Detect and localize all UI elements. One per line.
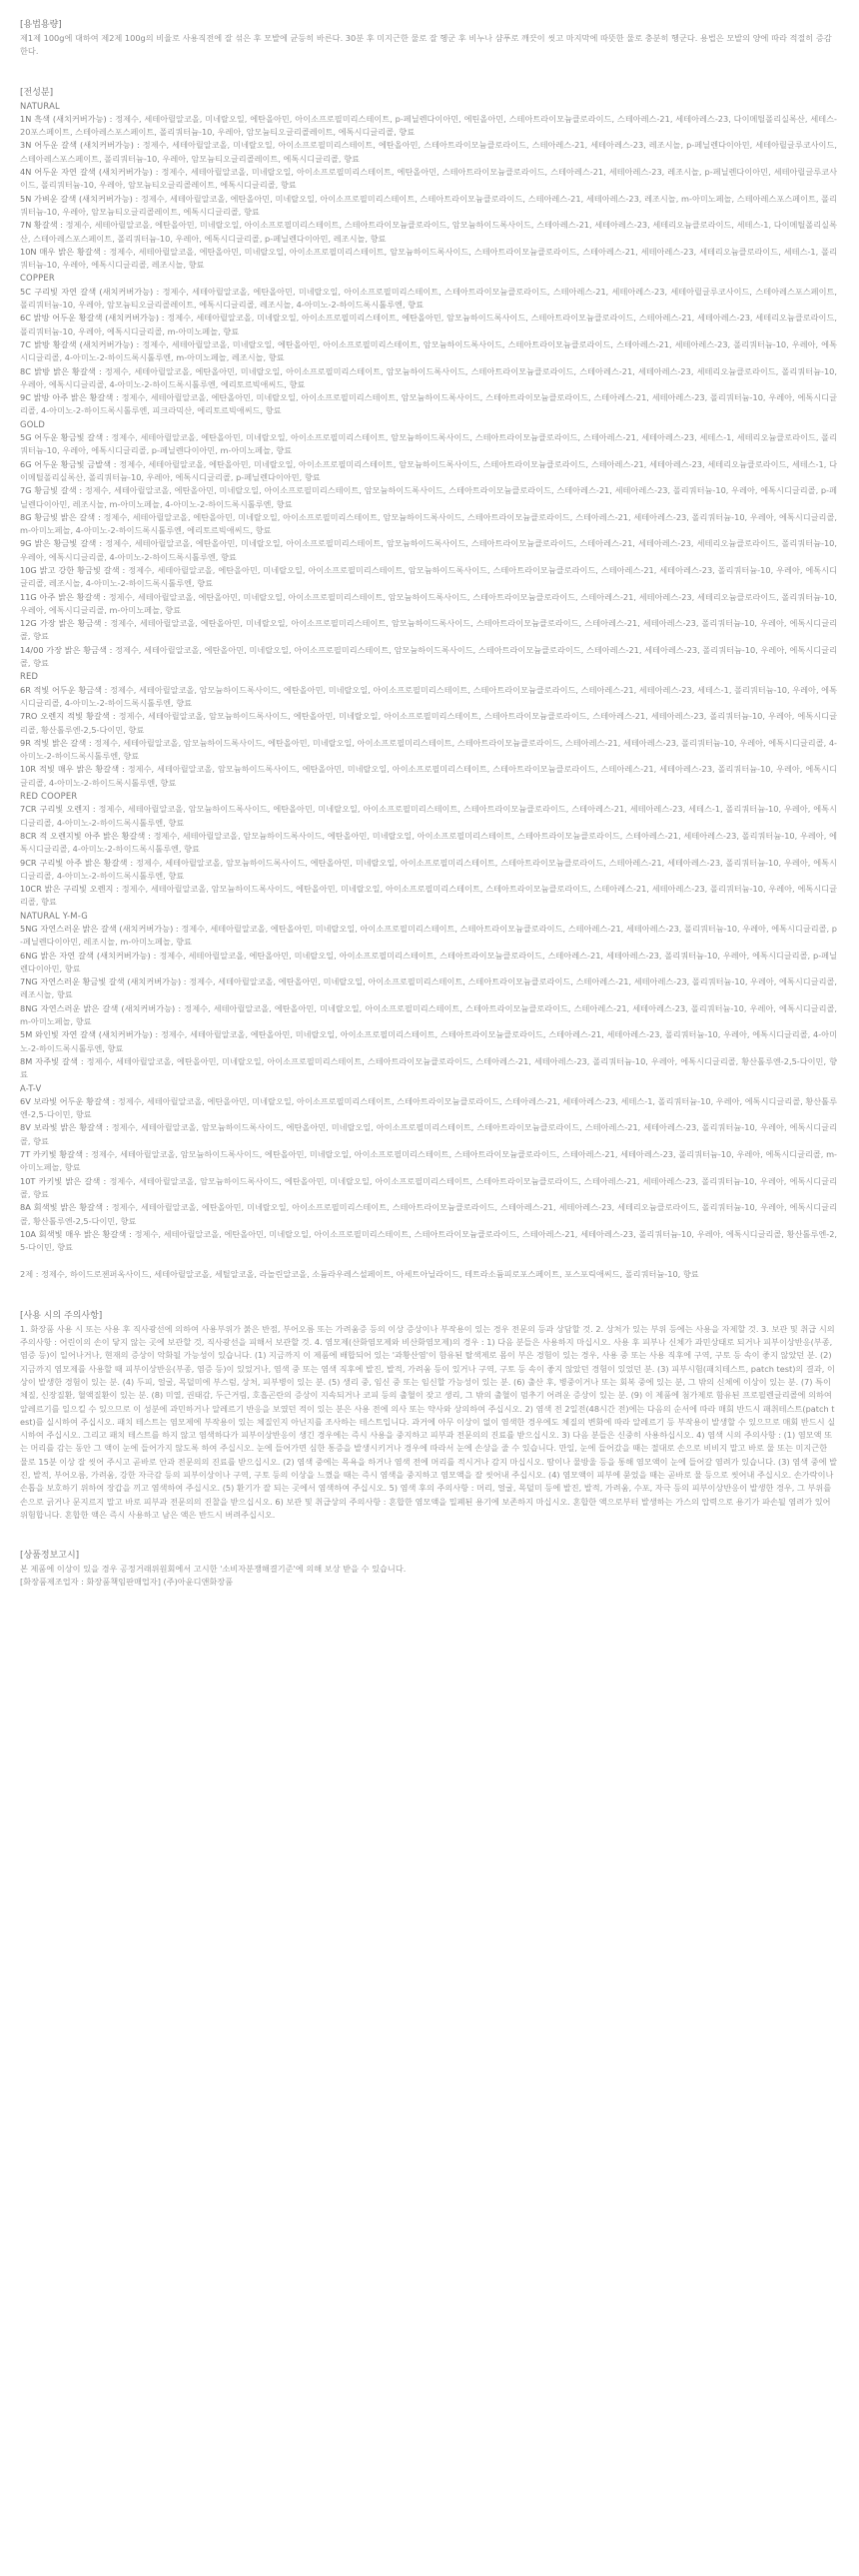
shade-ingredients: 정제수, 세테아릴알코올, 에탄올아민, 미네랄오일, 아이소프로필미리스테이트, 스테아트라이모늄클로라이드, 스테아레스-21, 세테아레스-23, 폴리쿼터늄-10, 우레아, 에톡시디글리콜, p-페닐렌다이아민, 레조시놀, m-아미노페놀, 향료 [20, 924, 838, 948]
shade-name: 8CR 적 오렌지빛 아주 밝은 황갈색 : [20, 830, 151, 841]
shade-ingredients: 정제수, 세테아릴알코올, 에탄올아민, 미네랄오일, 아이소프로필미리스테이트, 스테아트라이모늄클로라이드, 스테아레스-21, 세테아레스-23, 폴리쿼터늄-10, 우레아, 에톡시디글리콜, 4-아미노-2-하이드록시톨루엔, 향료 [20, 1029, 837, 1053]
product-info-section [20, 1549, 837, 1590]
shade-group-label: RED COOPER [20, 791, 78, 802]
shade-ingredient-entry [20, 591, 837, 618]
shade-name: 7RO 오렌지 적빛 황갈색 : [20, 711, 116, 722]
shade-ingredient-entry [20, 537, 837, 564]
shade-ingredient-entry [20, 1055, 837, 1082]
usage-title: [용법용량] [20, 20, 62, 30]
spacer [20, 1522, 837, 1549]
shade-ingredient-entry [20, 830, 837, 857]
shade-ingredient-entry [20, 286, 837, 313]
shade-ingredients: 정제수, 세테아릴알코올, 에탄올아민, 미네랄오일, 아이소프로필미리스테이트, 암모늄하이드록사이드, 스테아트라이모늄클로라이드, 스테아레스-21, 세테아레스-23, 폴리쿼터늄-10, 우레아, 에톡시디글리콜, 레조시놀, 4-아미노-2-하이드록시톨루엔, 향료 [20, 564, 837, 589]
shade-ingredient-entry [20, 883, 837, 910]
shade-name: 8NG 자연스러운 밝은 갈색 (새치커버가능) : [20, 1002, 182, 1013]
shade-ingredients: 정제수, 세테아릴알코올, 에탄올아민, 미네랄오일, 아이소프로필미리스테이트, 암모늄하이드록사이드, 스테아트라이모늄클로라이드, 스테아레스-21, 세테아레스-23, 세테리오늄클로라이드, 폴리쿼터늄-10, 우레아, 에톡시디글리콜, m-아미노페놀, 향료 [20, 591, 837, 615]
shade-ingredients: 정제수, 세테아릴알코올, 에탄올아민, 미네랄오일, 아이소프로필미리스테이트, 스테아트라이모늄클로라이드, 스테아레스-21, 세테아레스-23, 세테아릴글루코사이드, 스테아레스포스페이트, 폴리쿼터늄-10, 우레아, 암모늄티오글리콜레이트, 에톡시디글리콜, 레조시놀, 4-아미노-2-하이드록시톨루엔, 향료 [20, 286, 837, 311]
shade-ingredients: 정제수, 세테아릴알코올, 미네랄오일, 아이소프로필미리스테이트, 에탄올아민, 스테아트라이모늄클로라이드, 스테아레스-21, 세테아레스-23, 레조시놀, p-페닐렌다이아민, 세테아릴글루코사이드, 폴리쿼터늄-10, 우레아, 암모늄티오글리콜레이트, 에톡시디글리콜, 향료 [20, 167, 837, 191]
shade-ingredient-entry [20, 923, 837, 950]
shade-ingredients: 정제수, 세테아릴알코올, 미네랄오일, 에탄올아민, 아이소프로필미리스테이트, 암모늄하이드록사이드, 스테아트라이모늄클로라이드, 스테아레스-21, 세테아레스-23, 폴리쿼터늄-10, 우레아, 에톡시디글리콜, 4-아미노-2-하이드록시톨루엔, m-아미노페놀, 레조시놀, 향료 [20, 338, 838, 363]
shade-name: 10CR 밝은 구리빛 오렌지 : [20, 884, 119, 895]
shade-ingredient-entry [20, 763, 837, 790]
spacer [20, 1282, 837, 1309]
shade-ingredient-entry [20, 564, 837, 591]
shade-name: 10R 적빛 매우 밝은 황갈색 : [20, 764, 125, 775]
shade-ingredient-entry [20, 803, 837, 830]
shade-name: 6G 어두운 황금빛 금발색 : [20, 458, 117, 469]
shade-name: 9R 적빛 밝은 갈색 : [20, 737, 92, 748]
shade-ingredient-entry [20, 684, 837, 711]
shade-ingredient-entry [20, 139, 837, 166]
shade-ingredient-entry [20, 484, 837, 511]
shade-group-label: A-T-V [20, 1082, 42, 1093]
usage-body: 제1제 100g에 대하여 제2제 100g의 비율로 사용직전에 잘 섞은 후 모발에 균등히 바른다. 30분 후 미지근한 물로 잘 헹군 후 비누나 샴푸로 깨끗이 씻고 마지막에 따뜻한 물로 충분히 헹군다. 용법은 모발의 양에 따라 적절히 증감한다. [20, 33, 832, 57]
shade-ingredient-entry [20, 1002, 837, 1029]
shade-ingredient-entry [20, 431, 837, 458]
shade-ingredient-entry [20, 617, 837, 644]
shade-ingredient-entry [20, 1228, 837, 1255]
shade-ingredient-entry [20, 166, 837, 193]
shade-ingredient-entry [20, 1028, 837, 1055]
shade-ingredient-entry [20, 1148, 837, 1175]
shade-ingredient-entry [20, 975, 837, 1002]
shade-name: 1N 흑색 (새치커버가능) : [20, 113, 113, 124]
shade-ingredients: 정제수, 세테아릴알코올, 에탄올아민, 미네랄오일, 아이소프로필미리스테이트, 암모늄하이드록사이드, 스테아트라이모늄클로라이드, 스테아레스-21, 세테아레스-23, 세테리오늄클로라이드, 세테스-1, 폴리쿼터늄-10, 우레아, 에톡시디글리콜, 레조시놀, 향료 [20, 246, 838, 271]
shade-ingredients: 정제수, 세테아릴알코올, 에탄올아민, 미네랄오일, 아이소프로필미리스테이트, 암모늄하이드록사이드, 스테아트라이모늄클로라이드, 스테아레스-21, 세테아레스-23, 세테리오늄클로라이드, 세테스-1, 다이메틸폴리실록산, 폴리쿼터늄-10, 우레아, 에톡시디글리콜, p-페닐렌다이아민, 향료 [20, 458, 837, 482]
shade-ingredients: 정제수, 세테아릴알코올, 미네랄오일, 에탄올아민, 아이소프로필미리스테이트, p-페닐렌다이아민, 에틴올아민, 스테아트라이모늄클로라이드, 스테아레스-21, 세테아레스-23, 다이메틸폴리실록산, 세테스-20포스페이트, 스테아레스포스페이트, 폴리쿼터늄-10, 우레아, 암모늄티오글리콜레이트, 에톡시디글리콜, 향료 [20, 113, 838, 138]
shade-ingredient-entry [20, 219, 837, 246]
shade-ingredients: 정제수, 세테아릴알코올, 암모늄하이드록사이드, 에탄올아민, 미네랄오일, 아이소프로필미리스테이트, 스테아트라이모늄클로라이드, 스테아레스-21, 세테아레스-23, 폴리쿼터늄-10, 우레아, 에톡시디글리콜, 향료 [20, 1122, 837, 1146]
shade-ingredients: 정제수, 세테아릴알코올, 암모늄하이드록사이드, 에탄올아민, 미네랄오일, 아이소프로필미리스테이트, 스테아트라이모늄클로라이드, 스테아레스-21, 세테아레스-23, 폴리쿼터늄-10, 우레아, 에톡시디글리콜, 향료 [20, 1175, 837, 1199]
shade-ingredient-entry [20, 365, 837, 392]
shade-name: 7T 카키빛 황갈색 : [20, 1149, 89, 1160]
shade-ingredients: 정제수, 세테아릴알코올, 에탄올아민, 미네랄오일, 아이소프로필미리스테이트, 스테아트라이모늄클로라이드, 스테아레스-21, 세테아레스-23, 폴리쿼터늄-10, 우레아, 에톡시디글리콜, m-아미노페놀, 향료 [20, 1002, 837, 1027]
shade-ingredient-entry [20, 1095, 837, 1122]
shade-name: 8G 황금빛 밝은 갈색 : [20, 511, 101, 522]
shade-name: 10G 밝고 강한 황금빛 갈색 : [20, 564, 126, 575]
shade-group-label: COPPER [20, 273, 55, 284]
precautions-title: [사용 시의 주의사항] [20, 1310, 103, 1321]
shade-ingredients: 정제수, 세테아릴알코올, 암모늄하이드록사이드, 에탄올아민, 미네랄오일, 아이소프로필미리스테이트, 스테아트라이모늄클로라이드, 스테아레스-21, 세테아레스-23, 세테스-1, 폴리쿼터늄-10, 우레아, 에톡시디글리콜, 4-아미노-2-하이드록시톨루엔, 향료 [20, 684, 837, 708]
ingredient-groups [20, 100, 837, 1255]
shade-ingredients: 정제수, 세테아릴알코올, 에탄올아민, 미네랄오일, 아이소프로필미리스테이트, 스테아트라이모늄클로라이드, 스테아레스-21, 세테아레스-23, 폴리쿼터늄-10, 우레아, 에톡시디글리콜, 레조시놀, 향료 [20, 976, 837, 1000]
precautions-body: 1. 화장품 사용 시 또는 사용 후 직사광선에 의하여 사용부위가 붉은 반점, 부어오름 또는 가려움증 등의 이상 증상이나 부작용이 있는 경우 전문의 등과 상담할 것. 2. 상처가 있는 부위 등에는 사용을 자제할 것. 3. 보관 및 취급 시의 주의사항 : 어린이의 손이 닿지 않는 곳에 보관할 것, 직사광선을 피해서 보관할 것. 4. 염모제(산화염모제와 비산화염모제)의 경우 : 1) 다음 분들은 사용하지 마십시오. 사용 후 피부나 신체가 과민상태로 되거나 피부이상반응(부종, 염증 등)이 일어나거나, 현재의 증상이 악화될 가능성이 있습니다. (1) 지금까지 이 제품에 배합되어 있는 '과황산염'이 함유된 탈색제로 몸이 부은 경험이 있는 경우, 사용 중 또는 사용 직후에 구역, 구토 등 속이 좋지 않았던 분. (2) 지금까지 염모제를 사용할 때 피부이상반응(부종, 염증 등)이 있었거나, 염색 중 또는 염색 직후에 발진, 발적, 가려움 등이 있거나 구역, 구토 등 속이 좋지 않았던 경험이 있었던 분. (3) 피부시험(패치테스트, patch test)의 결과, 이상이 발생한 경험이 있는 분. (4) 두피, 얼굴, 목덜미에 부스럼, 상처, 피부병이 있는 분. (5) 생리 중, 임신 중 또는 임신할 가능성이 있는 분. (6) 출산 후, 병중이거나 또는 회복 중에 있는 분, 그 밖의 신체에 이상이 있는 분. (7) 특이체질, 신장질환, 혈액질환이 있는 분. (8) 미열, 권태감, 두근거림, 호흡곤란의 증상이 지속되거나 코피 등의 출혈이 잦고 생리, 그 밖의 출혈이 멈추기 어려운 증상이 있는 분. (9) 이 제품에 첨가제로 함유된 프로필렌글리콜에 의하여 알레르기를 일으킬 수 있으므로 이 성분에 과민하거나 알레르기 반응을 보였던 적이 있는 분은 사용 전에 의사 또는 약사와 상의하여 주십시오. 2) 염색 전 2일전(48시간 전)에는 다음의 순서에 따라 매회 반드시 패취테스트(patch test)를 실시하여 주십시오. 패치 테스트는 염모제에 부작용이 있는 체질인지 아닌지를 조사하는 테스트입니다. 과거에 아무 이상이 없이 염색한 경우에도 체질의 변화에 따라 알레르기 등 부작용이 발생할 수 있으므로 매회 반드시 실시하여 주십시오. 그리고 패치 테스트를 하지 않고 염색하다가 피부이상반응이 생긴 경우에는 즉시 사용을 중지하고 피부과 전문의의 진료를 받으십시오. 3) 다음 분들은 신중히 사용하십시오. 4) 염색 시의 주의사항 : (1) 염모액 또는 머리를 감는 동안 그 액이 눈에 들어가지 않도록 하여 주십시오. 눈에 들어가면 심한 통증을 발생시키거나 경우에 따라서 눈에 손상을 줄 수 있습니다. 만일, 눈에 들어갔을 때는 절대로 손으로 비비지 말고 바로 물 또는 미지근한 물로 15분 이상 잘 씻어 주시고 곧바로 안과 전문의의 진료를 받으십시오. (2) 염색 중에는 목욕을 하거나 염색 전에 머리를 적시거나 감지 마십시오. 땀이나 물방울 등을 통해 염모액이 눈에 들어갈 염려가 있습니다. (3) 염색 중에 발진, 발적, 부어오름, 가려움, 강한 자극감 등의 피부이상이나 구역, 구토 등의 이상을 느꼈을 때는 즉시 염색을 중지하고 염모액을 잘 씻어내 주십시오. (4) 염모액이 피부에 묻었을 때는 곧바로 물 등으로 씻어내 주십시오. 손가락이나 손톱을 보호하기 위하여 장갑을 끼고 염색하여 주십시오. (5) 환기가 잘 되는 곳에서 염색하여 주십시오. 5) 염색 후의 주의사항 : 머리, 얼굴, 목덜미 등에 발진, 발적, 가려움, 수포, 자극 등의 피부이상반응이 발생한 경우, 그 부위를 손으로 긁거나 문지르지 말고 바로 피부과 전문의의 진찰을 받으십시오. 6) 보관 및 취급상의 주의사항 : 혼합한 염모액을 밀폐된 용기에 보존하지 마십시오. 혼합한 액으로부터 발생하는 가스의 압력으로 용기가 파손될 염려가 있어 위험합니다. 혼합한 액은 즉시 사용하고 남은 액은 반드시 버려주십시오. [20, 1323, 838, 1520]
shade-name: 7C 밝방 황갈색 (새치커버가능) : [20, 338, 140, 349]
shade-ingredients: 정제수, 세테아릴알코올, 에탄올아민, 미네랄오일, 아이소프로필미리스테이트, 암모늄하이드록사이드, 스테아트라이모늄클로라이드, 스테아레스-21, 세테아레스-23, 세테리오늄클로라이드, 폴리쿼터늄-10, 우레아, 에톡시디글리콜, 4-아미노-2-하이드록시톨루엔, 에리토르빅애씨드, 향료 [20, 365, 837, 389]
precautions-section [20, 1309, 837, 1522]
shade-ingredient-entry [20, 193, 837, 220]
shade-ingredients: 정제수, 세테아릴알코올, 에탄올아민, 미네랄오일, 아이소프로필미리스테이트, 암모늄하이드록사이드, 스테아트라이모늄클로라이드, 스테아레스-21, 세테아레스-23, 폴리쿼터늄-10, 우레아, 에톡시디글리콜, 4-아미노-2-하이드록시톨루엔, 피크라믹산, 에리토르빅애씨드, 향료 [20, 392, 837, 416]
shade-name: 6R 적빛 어두운 황금색 : [20, 684, 108, 695]
shade-ingredients: 정제수, 세테아릴알코올, 에탄올아민, 미네랄오일, 아이소프로필미리스테이트, 암모늄하이드록사이드, 스테아트라이모늄클로라이드, 스테아레스-21, 세테아레스-23, 폴리쿼터늄-10, 우레아, 에톡시디글리콜, 향료 [20, 618, 838, 642]
shade-name: 5N 가벼운 갈색 (새치커버가능) : [20, 193, 139, 204]
shade-ingredients: 정제수, 세테아릴알코올, 암모늄하이드록사이드, 에탄올아민, 미네랄오일, 아이소프로필미리스테이트, 스테아트라이모늄클로라이드, 스테아레스-21, 세테아레스-23, 폴리쿼터늄-10, 우레아, 에톡시디글리콜, m-아미노페놀, 향료 [20, 1149, 837, 1173]
shade-group-label: NATURAL Y-M-G [20, 910, 88, 921]
shade-ingredient-entry [20, 710, 837, 737]
product-info-line: [화장품제조업자 : 화장품책임판매업자] (주)아윤디앤화장품 [20, 1577, 234, 1588]
shade-ingredients: 정제수, 세테아릴알코올, 암모늄하이드록사이드, 에탄올아민, 미네랄오일, 아이소프로필미리스테이트, 스테아트라이모늄클로라이드, 스테아레스-21, 세테아레스-23, 폴리쿼터늄-10, 우레아, 에톡시디글리콜, 4-아미노-2-하이드록시톨루엔, 향료 [20, 764, 837, 788]
shade-ingredient-entry [20, 950, 837, 976]
shade-ingredient-entry [20, 246, 837, 273]
shade-ingredients: 정제수, 세테아릴알코올, 암모늄하이드록사이드, 에탄올아민, 미네랄오일, 아이소프로필미리스테이트, 스테아트라이모늄클로라이드, 스테아레스-21, 세테아레스-23, 폴리쿼터늄-10, 우레아, 에톡시디글리콜, 향료 [20, 884, 837, 908]
shade-name: 4N 어두운 자연 갈색 (새치커버가능) : [20, 167, 159, 178]
shade-name: 8V 보라빛 밝은 황갈색 : [20, 1122, 109, 1133]
shade-name: 5C 구리빛 자연 갈색 (새치커버가능) : [20, 286, 160, 297]
product-info-title: [상품정보고시] [20, 1551, 80, 1562]
shade-name: 6NG 밝은 자연 갈색 (새치커버가능) : [20, 950, 157, 961]
shade-name: 8C 밝방 밝은 황갈색 : [20, 365, 102, 376]
shade-ingredient-entry [20, 1175, 837, 1202]
usage-section [20, 18, 837, 59]
shade-name: 11G 아주 밝은 황갈색 : [20, 591, 106, 602]
shade-name: 12G 가장 밝은 황금색 : [20, 618, 108, 629]
shade-ingredient-entry [20, 312, 837, 338]
shade-ingredient-entry [20, 511, 837, 538]
shade-name: 9CR 구리빛 아주 밝은 황갈색 : [20, 857, 134, 868]
shade-ingredient-entry [20, 1201, 837, 1228]
shade-name: 5G 어두운 황금빛 갈색 : [20, 432, 109, 443]
shade-ingredient-entry [20, 1121, 837, 1148]
shade-ingredients: 정제수, 세테아릴알코올, 에탄올아민, 미네랄오일, 아이소프로필미리스테이트, 암모늄하이드록사이드, 스테아트라이모늄클로라이드, 스테아레스-21, 세테아레스-23, 폴리쿼터늄-10, 우레아, 에톡시디글리콜, 향료 [20, 644, 837, 669]
shade-ingredient-entry [20, 458, 837, 485]
shade-ingredients: 정제수, 세테아릴알코올, 미네랄오일, 아이소프로필미리스테이트, 에탄올아민, 암모늄하이드록사이드, 스테아트라이모늄클로라이드, 스테아레스-21, 세테아레스-23, 세테리오늄클로라이드, 폴리쿼터늄-10, 우레아, 에톡시디글리콜, m-아미노페놀, 향료 [20, 313, 837, 336]
shade-ingredients: 정제수, 세테아릴알코올, 에탄올아민, 미네랄오일, 아이소프로필미리스테이트, 스테아트라이모늄클로라이드, 스테아레스-21, 세테아레스-23, 세테리오늄클로라이드, 폴리쿼터늄-10, 우레아, 에톡시디글리콜, 황산톨루엔-2,5-다이민, 향료 [20, 1202, 837, 1226]
shade-ingredients: 정제수, 세테아릴알코올, 에탄올아민, 미네랄오일, 아이소프로필미리스테이트, 암모늄하이드록사이드, 스테아트라이모늄클로라이드, 스테아레스-21, 세테아레스-23, 세테스-1, 세테리오늄클로라이드, 폴리쿼터늄-10, 우레아, 에톡시디글리콜, p-페닐렌다이아민, m-아미노페놀, 향료 [20, 432, 837, 456]
ingredients-section [20, 86, 837, 1282]
shade-name: 8A 회색빛 밝은 황갈색 : [20, 1202, 109, 1213]
shade-name: 5NG 자연스러운 밝은 갈색 (새치커버가능) : [20, 924, 179, 934]
shade-name: 10N 매우 밝은 황갈색 : [20, 246, 107, 257]
shade-name: 14/00 가장 밝은 황금색 : [20, 644, 113, 655]
ingredients-title: [전성분] [20, 87, 54, 98]
spacer [20, 1254, 837, 1268]
product-info-line: 본 제품에 이상이 있을 경우 공정거래위원회에서 고시한 '소비자분쟁해결기준'에 의해 보상 받을 수 있습니다. [20, 1564, 407, 1575]
shade-ingredients: 정제수, 세테아릴알코올, 에탄올아민, 미네랄오일, 아이소프로필미리스테이트, 암모늄하이드록사이드, 스테아트라이모늄클로라이드, 스테아레스-21, 세테아레스-23, 폴리쿼터늄-10, 우레아, 에톡시디글리콜, m-아미노페놀, 4-아미노-2-하이드록시톨루엔, 에리토르빅애씨드, 향료 [20, 511, 837, 536]
shade-group-label: NATURAL [20, 100, 60, 111]
shade-ingredients: 정제수, 세테아릴알코올, 에탄올아민, 미네랄오일, 아이소프로필미리스테이트, 스테아트라이모늄클로라이드, 스테아레스-21, 세테아레스-23, 폴리쿼터늄-10, 우레아, 에톡시디글리콜, 황산톨루엔-2,5-다이민, 향료 [20, 1055, 837, 1080]
spacer [20, 59, 837, 86]
shade-name: 8M 자주빛 갈색 : [20, 1055, 84, 1066]
shade-name: 7NG 자연스러운 황금빛 갈색 (새치커버가능) : [20, 976, 187, 987]
shade-ingredients: 정제수, 세테아릴알코올, 에탄올아민, 미네랄오일, 아이소프로필미리스테이트, 스테아트라이모늄클로라이드, 스테아레스-21, 세테아레스-23, 레조시놀, m-아미노페놀, 스테아레스포스페이트, 폴리쿼터늄-10, 우레아, 암모늄티오글리콜레이트, 에톡시디글리콜, 향료 [20, 193, 837, 217]
shade-ingredient-entry [20, 338, 837, 365]
shade-group-label: RED [20, 671, 39, 682]
shade-ingredient-entry [20, 737, 837, 764]
shade-ingredients: 정제수, 세테아릴알코올, 암모늄하이드록사이드, 에탄올아민, 미네랄오일, 아이소프로필미리스테이트, 스테아트라이모늄클로라이드, 스테아레스-21, 세테아레스-23, 폴리쿼터늄-10, 우레아, 에톡시디글리콜, 4-아미노-2-하이드록시톨루엔, 향료 [20, 857, 837, 881]
shade-ingredients: 정제수, 세테아릴알코올, 에탄올아민, 미네랄오일, 아이소프로필미리스테이트, 스테아트라이모늄클로라이드, 스테아레스-21, 세테아레스-23, 폴리쿼터늄-10, 우레아, 에톡시디글리콜, p-페닐렌다이아민, 향료 [20, 950, 837, 973]
shade-ingredient-entry [20, 391, 837, 418]
shade-ingredients: 정제수, 세테아릴알코올, 암모늄하이드록사이드, 에탄올아민, 미네랄오일, 아이소프로필미리스테이트, 스테아트라이모늄클로라이드, 스테아레스-21, 세테아레스-23, 폴리쿼터늄-10, 우레아, 에톡시디글리콜, 4-아미노-2-하이드록시톨루엔, 향료 [20, 830, 837, 855]
shade-ingredients: 정제수, 세테아릴알코올, 에탄올아민, 미네랄오일, 아이소프로필미리스테이트, 암모늄하이드록사이드, 스테아트라이모늄클로라이드, 스테아레스-21, 세테아레스-23, 폴리쿼터늄-10, 우레아, 에톡시디글리콜, p-페닐렌다이아민, 레조시놀, m-아미노페놀, 4-아미노-2-하이드록시톨루엔, 향료 [20, 485, 837, 509]
shade-name: 9G 밝은 황금빛 갈색 : [20, 538, 103, 549]
shade-ingredients: 정제수, 세테아릴알코올, 에탄올아민, 미네랄오일, 아이소프로필미리스테이트, 스테아트라이모늄클로라이드, 스테아레스-21, 세테아레스-23, 폴리쿼터늄-10, 우레아, 에톡시디글리콜, 황산톨루엔-2,5-다이민, 향료 [20, 1228, 838, 1253]
shade-name: 7G 황금빛 갈색 : [20, 485, 83, 496]
shade-name: 10T 카키빛 밝은 갈색 : [20, 1175, 107, 1186]
shade-name: 9C 밝방 아주 밝은 황갈색 : [20, 392, 119, 403]
shade-ingredient-entry [20, 644, 837, 671]
shade-name: 6V 보라빛 어두운 황갈색 : [20, 1095, 116, 1106]
shade-group-label: GOLD [20, 418, 45, 429]
second-agent-ingredients: 2제 : 정제수, 하이드로젠퍼옥사이드, 세테아릴알코올, 세틸알코올, 라놀린알코올, 소듐라우레스설페이트, 아세트아닐라이드, 테트라소듐피로포스페이트, 포스포릭애씨드, 폴리쿼터늄-10, 향료 [20, 1269, 699, 1280]
shade-name: 5M 와인빛 자연 갈색 (새치커버가능) : [20, 1029, 159, 1040]
shade-ingredients: 정제수, 세테아릴알코올, 미네랄오일, 아이소프로필미리스테이트, 에탄올아민, 스테아트라이모늄클로라이드, 스테아레스-21, 세테아레스-23, 레조시놀, p-페닐렌다이아민, 세테아릴글루코사이드, 스테아레스포스페이트, 폴리쿼터늄-10, 우레아, 암모늄티오글리콜레이트, 에톡시디글리콜, 향료 [20, 140, 837, 164]
shade-name: 7N 황갈색 : [20, 220, 64, 231]
shade-name: 3N 어두운 갈색 (새치커버가능) : [20, 140, 140, 151]
shade-name: 6C 밝방 어두운 황갈색 (새치커버가능) : [20, 313, 165, 323]
shade-name: 10A 회색빛 매우 밝은 황갈색 : [20, 1228, 132, 1239]
shade-name: 7CR 구리빛 오렌지 : [20, 804, 96, 815]
shade-ingredients: 정제수, 세테아릴알코올, 암모늄하이드록사이드, 에탄올아민, 미네랄오일, 아이소프로필미리스테이트, 스테아트라이모늄클로라이드, 스테아레스-21, 세테아레스-23, 폴리쿼터늄-10, 우레아, 에톡시디글리콜, 4-아미노-2-하이드록시톨루엔, 향료 [20, 737, 837, 762]
shade-ingredients: 정제수, 세테아릴알코올, 에탄올아민, 미네랄오일, 아이소프로필미리스테이트, 스테아트라이모늄클로라이드, 스테아레스-21, 세테아레스-23, 세테스-1, 폴리쿼터늄-10, 우레아, 에톡시디글리콜, 황산톨루엔-2,5-다이민, 향료 [20, 1095, 838, 1120]
shade-ingredient-entry [20, 113, 837, 140]
shade-ingredients: 정제수, 세테아릴알코올, 에탄올아민, 미네랄오일, 아이소프로필미리스테이트, 암모늄하이드록사이드, 스테아트라이모늄클로라이드, 스테아레스-21, 세테아레스-23, 세테리오늄클로라이드, 폴리쿼터늄-10, 우레아, 에톡시디글리콜, 4-아미노-2-하이드록시톨루엔, 향료 [20, 538, 837, 562]
shade-ingredients: 정제수, 세테아릴알코올, 에탄올아민, 미네랄오일, 아이소프로필미리스테이트, 스테아트라이모늄클로라이드, 암모늄하이드록사이드, 스테아레스-21, 세테아레스-23, 세테리오늄클로라이드, 세테스-1, 다이메틸폴리실록산, 스테아레스포스페이트, 폴리쿼터늄-10, 우레아, 에톡시디글리콜, p-페닐렌다이아민, 레조시놀, 향료 [20, 220, 837, 244]
shade-ingredients: 정제수, 세테아릴알코올, 암모늄하이드록사이드, 에탄올아민, 미네랄오일, 아이소프로필미리스테이트, 스테아트라이모늄클로라이드, 스테아레스-21, 세테아레스-23, 세테스-1, 폴리쿼터늄-10, 우레아, 에톡시디글리콜, 4-아미노-2-하이드록시톨루엔, 향료 [20, 804, 837, 828]
shade-ingredient-entry [20, 857, 837, 884]
shade-ingredients: 정제수, 세테아릴알코올, 암모늄하이드록사이드, 에탄올아민, 미네랄오일, 아이소프로필미리스테이트, 스테아트라이모늄클로라이드, 스테아레스-21, 세테아레스-23, 폴리쿼터늄-10, 우레아, 에톡시디글리콜, 황산톨루엔-2,5-다이민, 향료 [20, 711, 837, 735]
